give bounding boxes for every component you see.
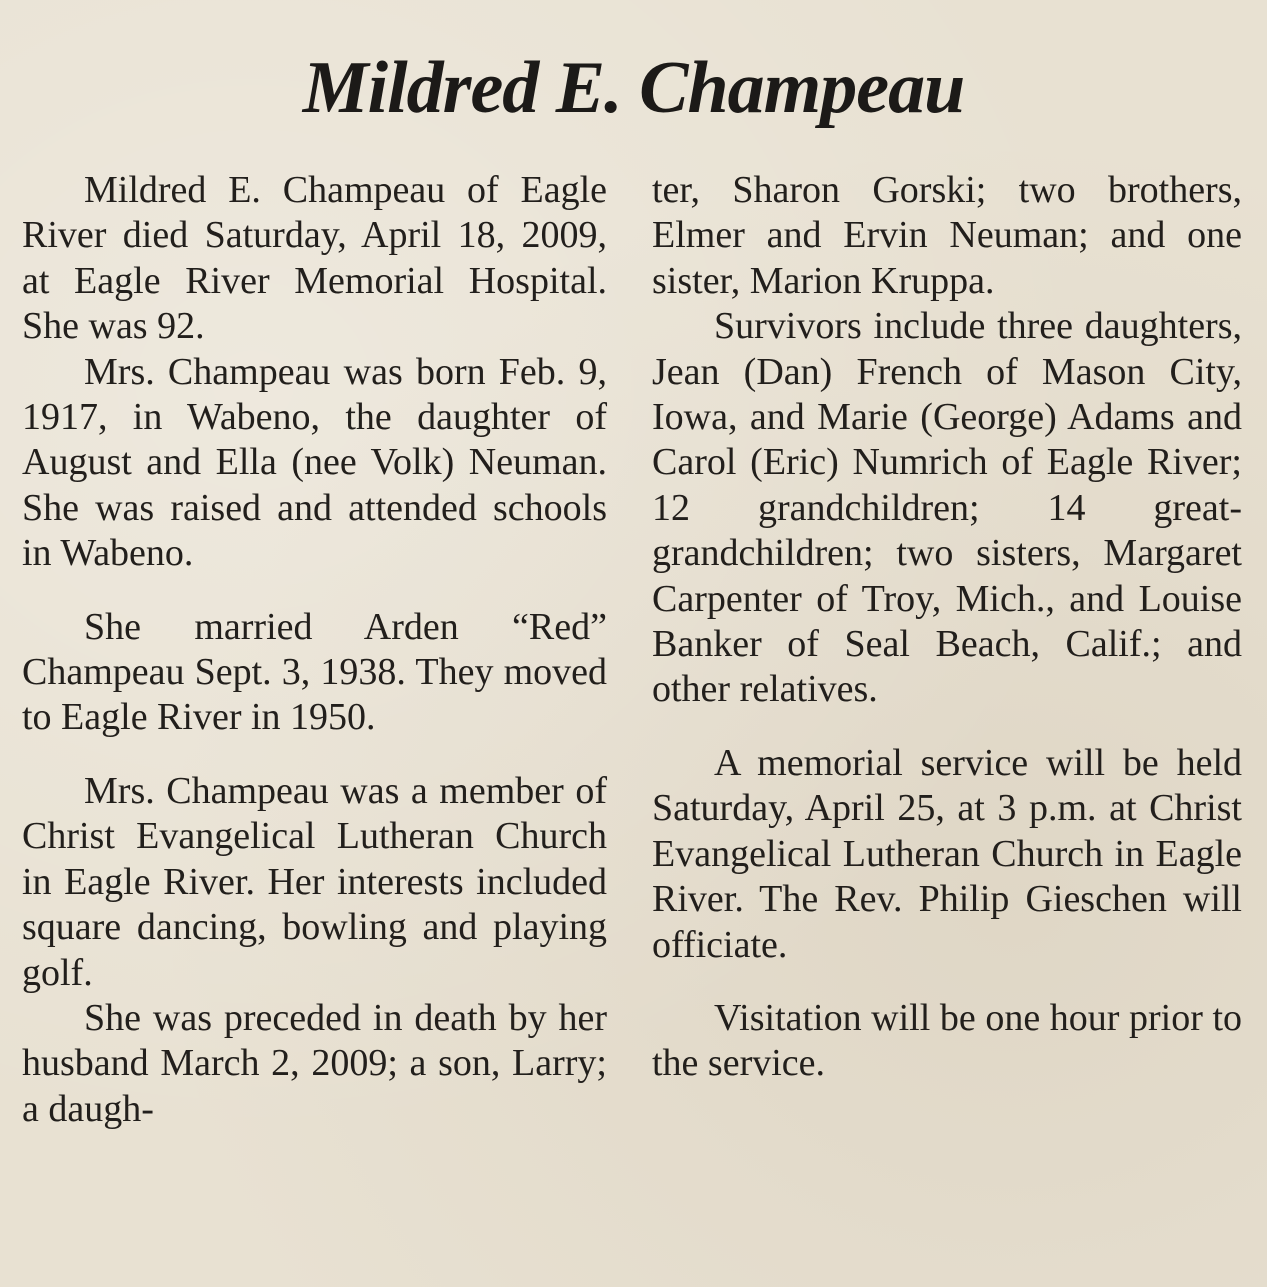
paragraph-preceded-continued: ter, Sharon Gorski; two brothers, Elmer and Ervin Neuman; and one sister, Marion Kruppa. (652, 169, 1242, 302)
paragraph-marriage: She married Arden “Red” Champeau Sept. 3, 1938. They moved to Eagle River in 1950. (22, 605, 607, 739)
left-column (22, 168, 607, 1132)
paragraph-death-notice: Mildred E. Champeau of Eagle River died Saturday, April 18, 2009, at Eagle River Memorial Hospital. She was 92. (22, 169, 607, 348)
paragraph-interests: Mrs. Champeau was a member of Christ Evangelical Lutheran Church in Eagle River. Her interests included square dancing, bowling and playing golf. (22, 769, 607, 994)
paragraph-preceded: She was preceded in death by her husband March 2, 2009; a son, Larry; a daugh- (22, 996, 607, 1130)
paragraph-birth: Mrs. Champeau was born Feb. 9, 1917, in Wabeno, the daughter of August and Ella (nee Volk) Neuman. She was raised and attended schools in Wabeno. (22, 350, 607, 575)
paragraph-memorial-service: A memorial service will be held Saturday, April 25, at 3 p.m. at Christ Evangelical Lutheran Church in Eagle River. The Rev. Philip Gieschen will officiate. (652, 741, 1242, 966)
paragraph-survivors: Survivors include three daughters, Jean (Dan) French of Mason City, Iowa, and Marie (George) Adams and Carol (Eric) Numrich of Eagle River; 12 grandchildren; 14 great-grandchildren; two sisters, Margaret Carpenter of Troy, Mich., and Louise Banker of Seal Beach, Calif.; and other relatives. (652, 305, 1242, 711)
right-column (652, 168, 1242, 1087)
paragraph-visitation: Visitation will be one hour prior to the service. (652, 996, 1242, 1085)
obituary-title: Mildred E. Champeau (302, 47, 965, 129)
